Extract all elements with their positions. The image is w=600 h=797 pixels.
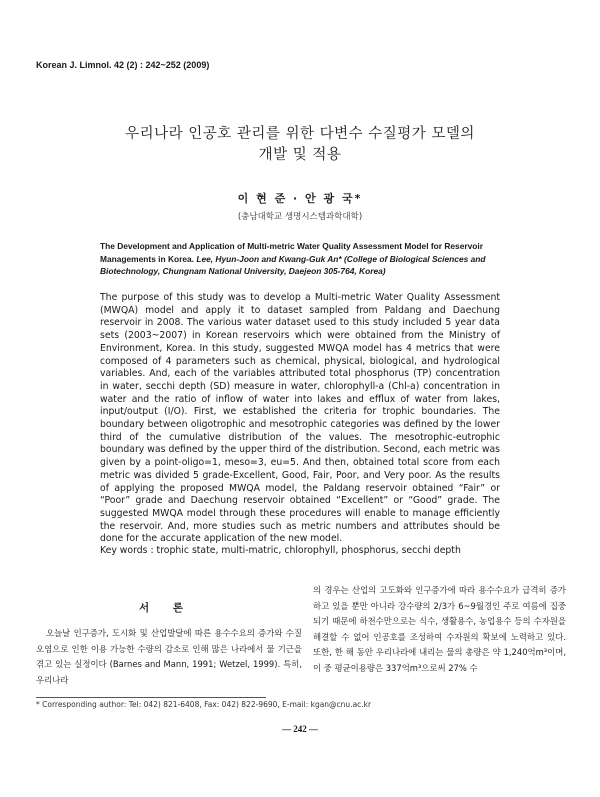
intro-right-column: 의 경우는 산업의 고도화와 인구증가에 따라 용수수요가 급격히 증가하고 있을 뿐만 아니라 강수량의 2/3가 6~9월경인 주로 여름에 집중되기 때문에 하천수만으로는 식수, 생활용수, 농업용수 등의 수자원을 해결할 수 없어 인공호를 조성하여 수자원의 확보에 노력하고 있다. 또한, 한 해 동안 우리나라에 내리는 물의 총량은 약 1,240억m³이며, 이 중 평균이용량은 337억m³으로써 27% 수 xyxy=(313,585,566,673)
korean-affiliation: (충남대학교 생명시스템과학대학) xyxy=(237,212,363,222)
page-number: — 242 — xyxy=(282,724,318,734)
abstract: The purpose of this study was to develop a Multi-metric Water Quality Assessment (MWQA) model and apply it to dataset sampled from Paldang and Daechung reservoir in 2008. The various water dataset used to this study included 5 year data sets (2003~2007) in Korean reservoirs which were obtained from the Ministry of Environment, Korea. In this study, suggested MWQA model has 4 metrics that were composed of 4 parameters such as chemical, physical, biological, and hydrological variables. And, each of the variables attributed total phosphorus (TP) concentration in water, secchi depth (SD) measure in water, chlorophyll-a (Chl-a) concentration in water and the ratio of inflow of water into lakes and efflux of water from lakes, input/output (I/O). First, we established the criteria for trophic boundaries. The boundary between oligotrophic and mesotrophic categories was defined by the lower third of the cumulative distribution of the values. The mesotrophic-eutrophic boundary was defined by the upper third of the distribution. Second, each metric was given by a point-oligo=1, meso=3, eu=5. And then, obtained total score from each metric was divided 5 grade-Excellent, Good, Fair, Poor, and Very poor. As the results of applying the proposed MWQA model, the Paldang reservoir obtained “Fair” or “Poor” grade and Daechung reservoir obtained “Excellent” or “Good” grade. The suggested MWQA model through these procedures will enable to manage efficiently the reservoir. And, more studies such as metric numbers and attributes should be done for the accurate application of the new model. xyxy=(100,292,500,545)
korean-authors: 이 현 준 · 안 광 국* xyxy=(237,192,363,205)
footnote-divider xyxy=(36,697,266,698)
intro-left-column: 오늘날 인구증가, 도시화 및 산업발달에 따른 용수수요의 증가와 수질오염으로 인한 이용 가능한 수량의 감소로 인해 많은 나라에서 물 기근을 겪고 있는 실정이다 (Barnes and Mann, 1991; Wetzel, 1999). 특히, 우리나라 xyxy=(36,628,302,685)
keywords: Key words : trophic state, multi-matric, chlorophyll, phosphorus, secchi depth xyxy=(100,545,461,556)
journal-citation: Korean J. Limnol. 42 (2) : 242~252 (2009) xyxy=(36,60,210,70)
footnote-corresponding-author: * Corresponding author: Tel: 042) 821-6408, Fax: 042) 822-9690, E-mail: kgan@cnu.ac.kr xyxy=(36,700,372,709)
korean-title xyxy=(0,124,600,166)
korean-title-line1: 우리나라 인공호 관리를 위한 다변수 수질평가 모델의 xyxy=(125,126,475,142)
english-authors-affiliation: Lee, Hyun-Joon and Kwang-Guk An* (College of Biological Sciences and Biotechnology, Chungnam National University, Daejeon 305-764, Korea) xyxy=(100,253,486,276)
section-heading-introduction: 서 론 xyxy=(139,602,193,614)
english-title: The Development and Application of Multi-metric Water Quality Assessment Model for Reservoir Managements in Korea. xyxy=(100,241,483,264)
english-title-block xyxy=(100,240,498,278)
korean-title-line2: 개발 및 적용 xyxy=(258,147,342,163)
